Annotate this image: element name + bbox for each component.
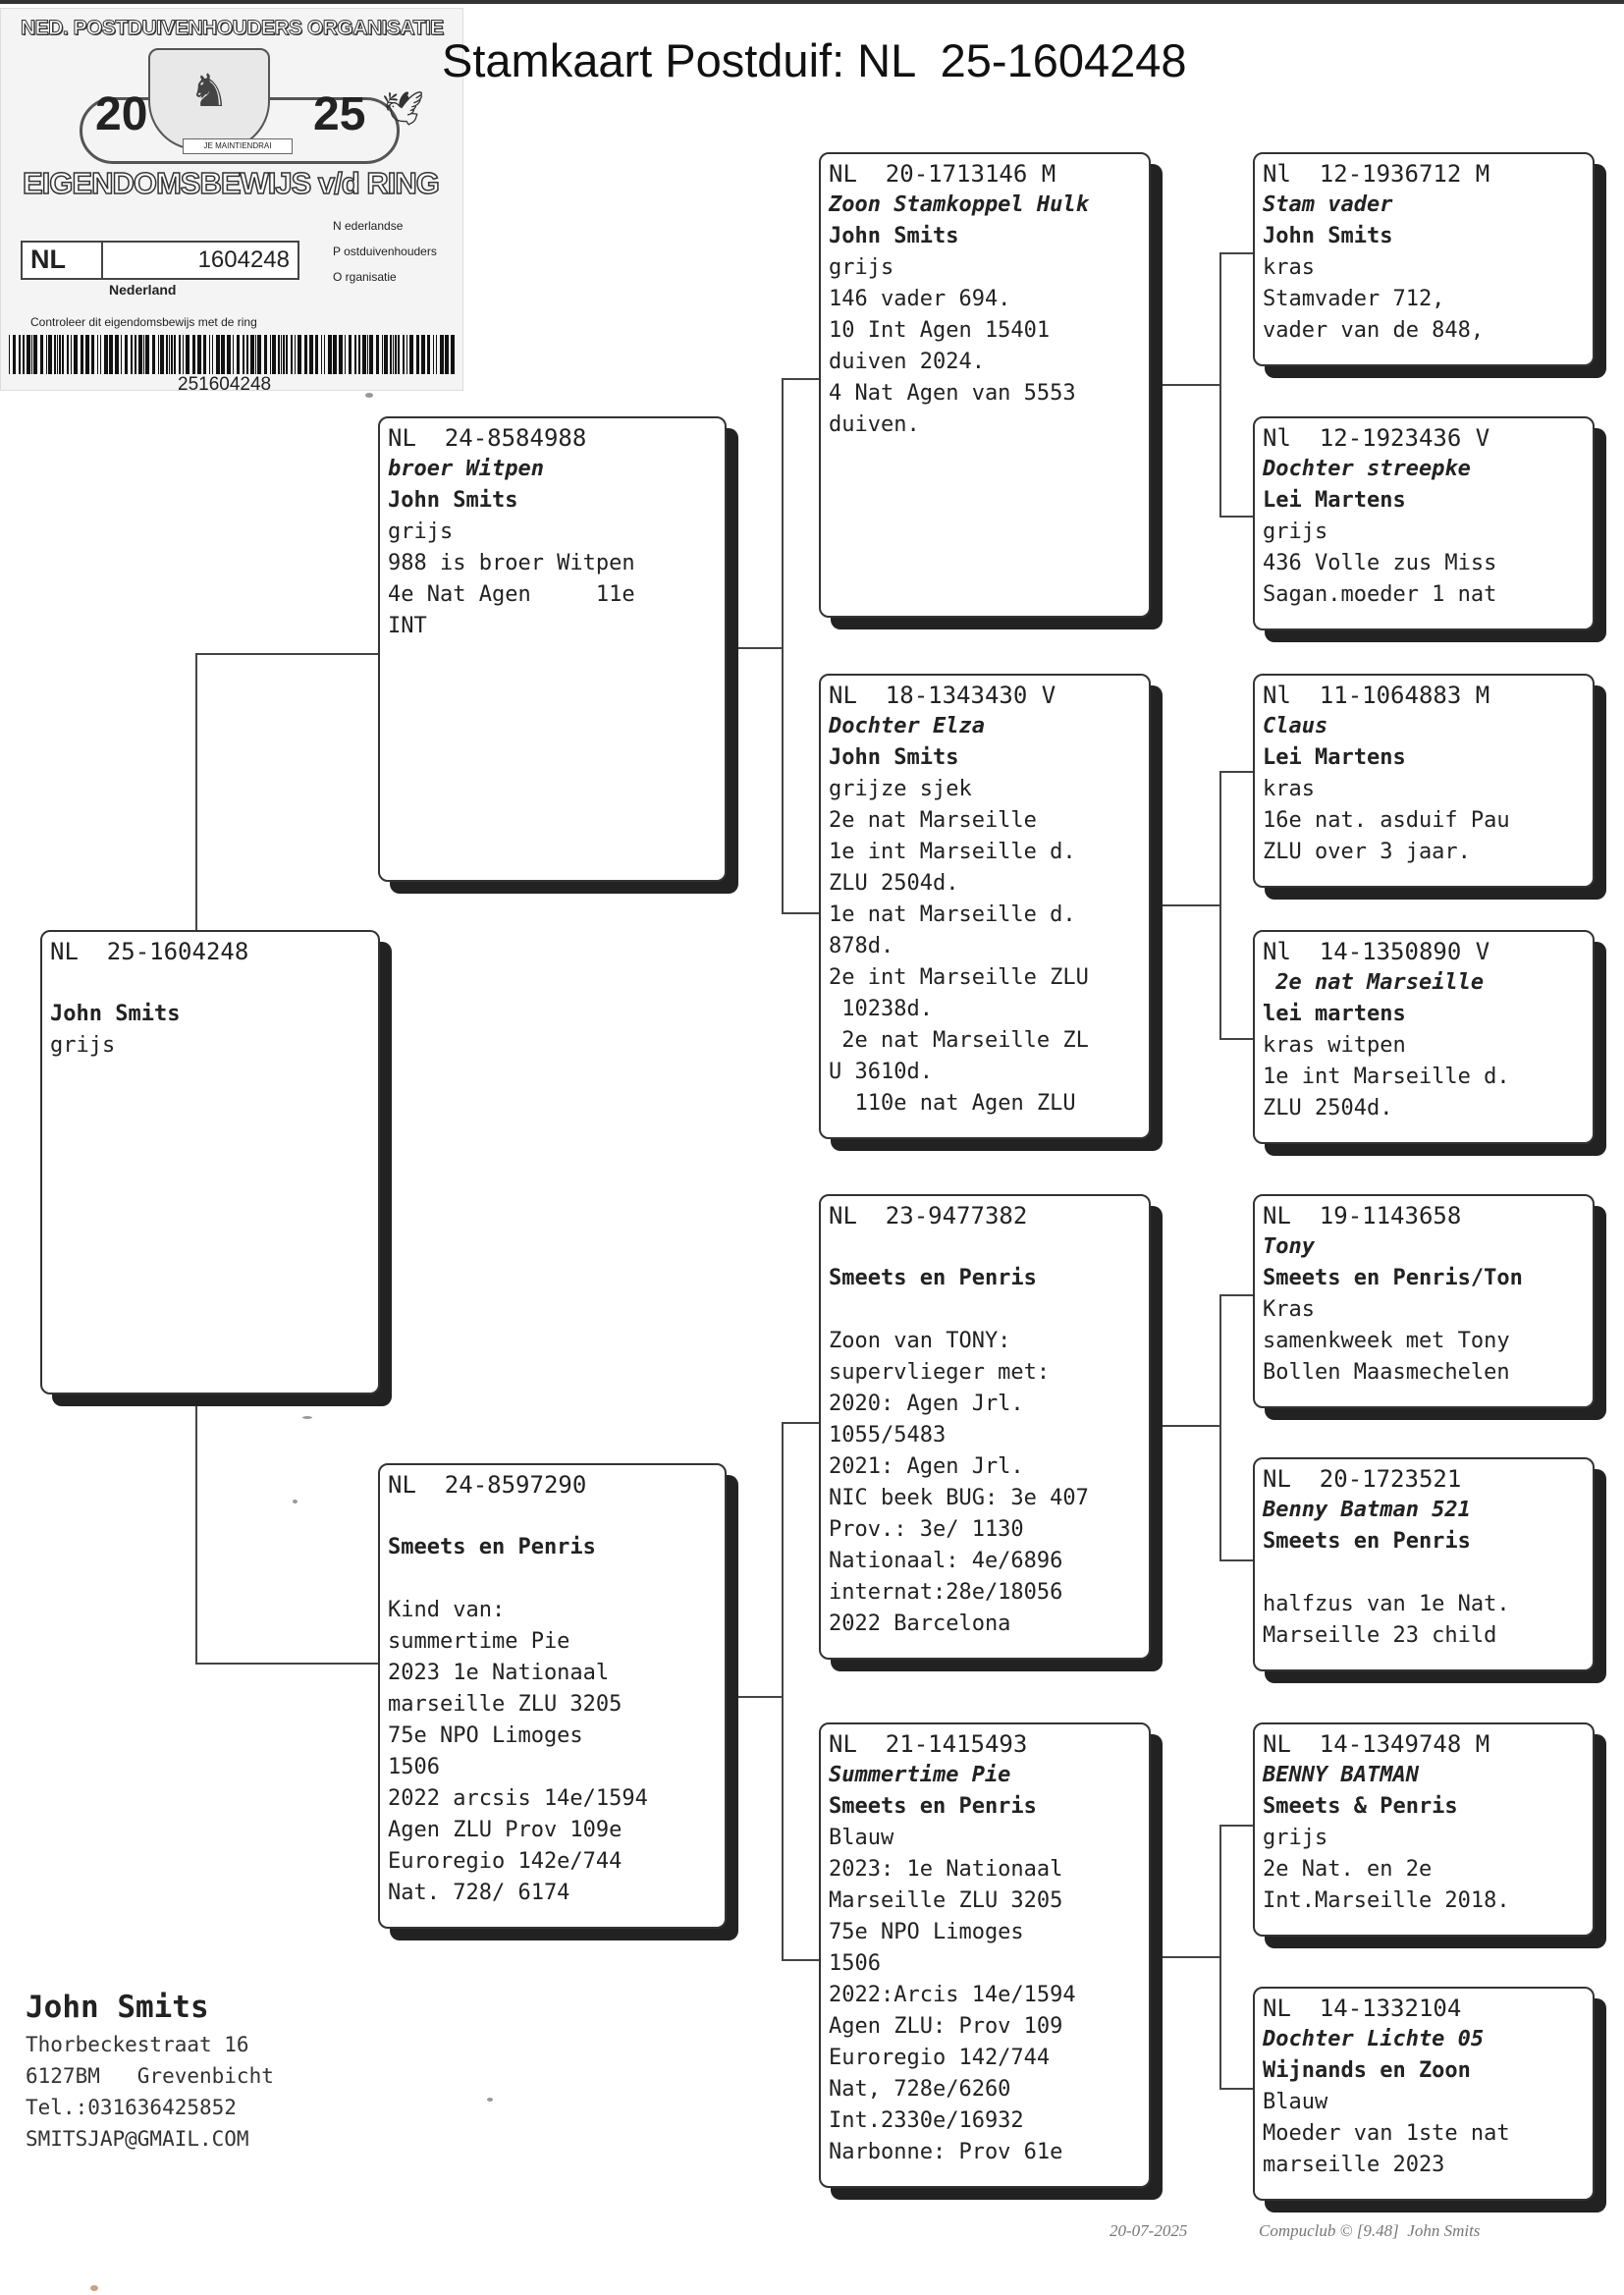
barcode-bar — [436, 335, 437, 374]
barcode-bar — [23, 335, 25, 374]
barcode-bar — [186, 335, 189, 374]
pigeon-info-line: 436 Volle zus Miss — [1263, 551, 1497, 575]
certificate-org: NED. POSTDUIVENHOUDERS ORGANISATIE — [21, 17, 444, 39]
barcode-bar — [174, 335, 176, 374]
certificate-heading: EIGENDOMSBEWIJS v/d RING — [23, 166, 439, 200]
pigeon-info-line: internat:28e/18056 — [829, 1580, 1063, 1605]
pigeon-info-line: 878d. — [829, 934, 894, 958]
owner-street: Thorbeckestraat 16 — [26, 2033, 249, 2056]
barcode-bar — [115, 335, 119, 374]
pigeon-info-line: Tony — [1263, 1234, 1315, 1259]
pigeon-ring-number: Nl 12-1936712 M — [1263, 160, 1490, 188]
barcode-bar — [109, 335, 113, 374]
owner-email: SMITSJAP@GMAIL.COM — [26, 2127, 249, 2151]
barcode-bar — [339, 335, 343, 374]
pigeon-ring-number: NL 20-1723521 — [1263, 1465, 1462, 1493]
pigeon-ring-number: NL 24-8584988 — [388, 424, 587, 452]
pigeon-ring-number: NL 21-1415493 — [829, 1730, 1028, 1758]
barcode-bar — [74, 335, 78, 374]
pigeon-info-line — [388, 1563, 717, 1595]
pigeon-info-line: Lei Martens — [1263, 488, 1406, 513]
pigeon-info-line: 110e nat Agen ZLU — [829, 1091, 1076, 1116]
pigeon-info-line: grijs — [1263, 1826, 1328, 1850]
barcode-bar — [324, 335, 325, 374]
barcode-bar — [57, 335, 58, 374]
barcode-bar — [67, 335, 69, 374]
card-fmm — [1253, 930, 1595, 1144]
pigeon-info-line: kras — [1263, 777, 1315, 801]
pigeon-info-line: 1055/5483 — [829, 1423, 947, 1448]
owner-name: John Smits — [26, 1990, 209, 2025]
barcode-bar — [315, 335, 318, 374]
barcode-bar — [85, 335, 89, 374]
pigeon-info-line: Dochter Elza — [829, 714, 985, 738]
pigeon-info-line: grijs — [50, 1033, 116, 1058]
pigeon-info-line: Smeets & Penris — [1263, 1794, 1458, 1819]
card-mfm — [1253, 1457, 1595, 1671]
pigeon-info-line: Lei Martens — [1263, 745, 1406, 770]
barcode-bar — [62, 335, 64, 374]
pigeon-info-line: Moeder van 1ste nat — [1263, 2121, 1510, 2146]
pigeon-info-line: 4 Nat Agen van 5553 — [829, 381, 1076, 406]
pigeon-info-line: 10238d. — [829, 997, 933, 1021]
pigeon-info-line: John Smits — [829, 224, 959, 248]
pigeon-info-line: Narbonne: Prov 61e — [829, 2140, 1063, 2164]
pigeon-info-line: grijs — [388, 519, 454, 544]
pigeon-info-line: 1e int Marseille d. — [829, 840, 1076, 864]
barcode-bar — [27, 335, 30, 374]
barcode-bar — [440, 335, 444, 374]
owner-city: 6127BM Grevenbicht — [26, 2064, 274, 2088]
barcode-bar — [243, 335, 244, 374]
pigeon-info-line: Euroregio 142/744 — [829, 2046, 1051, 2070]
barcode-bar — [203, 335, 206, 374]
barcode-bar — [71, 335, 72, 374]
barcode-bar — [398, 335, 400, 374]
pigeon-info-line: grijs — [829, 255, 894, 280]
pigeon-info-line: Zoon Stamkoppel Hulk — [829, 192, 1089, 217]
barcode-bar — [403, 335, 405, 374]
pigeon-info-line: Zoon van TONY: — [829, 1329, 1011, 1353]
pigeon-info-line: Kras — [1263, 1297, 1315, 1322]
barcode-bar — [216, 335, 220, 374]
pigeon-ring-number: NL 18-1343430 V — [829, 682, 1056, 709]
barcode-bar — [121, 335, 122, 374]
pigeon-info-line: 75e NPO Limoges — [388, 1723, 583, 1748]
barcode-bar — [31, 335, 32, 374]
pigeon-info-line: 2023 1e Nationaal — [388, 1661, 610, 1685]
pigeon-info-line: Smeets en Penris — [1263, 1529, 1471, 1554]
pigeon-info-line: ZLU 2504d. — [829, 871, 959, 896]
barcode-bar — [270, 335, 271, 374]
card-father — [378, 416, 727, 882]
barcode-bar — [48, 335, 52, 374]
barcode-bar — [19, 335, 21, 374]
pigeon-info-line: Bollen Maasmechelen — [1263, 1360, 1510, 1385]
pigeon-info-line: 146 vader 694. — [829, 287, 1011, 311]
barcode-bar — [304, 335, 307, 374]
pigeon-info-line: NIC beek BUG: 3e 407 — [829, 1486, 1089, 1510]
pigeon-info-line: BENNY BATMAN — [1263, 1763, 1419, 1787]
card-father-mother — [819, 674, 1151, 1139]
pigeon-info-line: Prov.: 3e/ 1130 — [829, 1517, 1024, 1542]
barcode-bar — [445, 335, 449, 374]
card-mff — [1253, 1194, 1595, 1408]
pigeon-info-line — [50, 967, 370, 999]
pigeon-info-line — [1263, 1557, 1585, 1589]
barcode-bar — [143, 335, 144, 374]
barcode-bar — [250, 335, 254, 374]
pigeon-info-line: samenkweek met Tony — [1263, 1329, 1510, 1353]
barcode-bar — [433, 335, 434, 374]
country-code: NL — [30, 245, 66, 274]
pigeon-info-line: duiven 2024. — [829, 350, 985, 374]
npo-line: N ederlandse — [333, 219, 404, 233]
card-mother — [378, 1463, 727, 1929]
pigeon-info-line: marseille 2023 — [1263, 2153, 1445, 2177]
barcode-bar — [295, 335, 296, 374]
pigeon-info-line: 4e Nat Agen 11e — [388, 582, 635, 607]
pigeon-info-line: Stam vader — [1263, 192, 1393, 217]
ring-number-box — [21, 241, 299, 280]
pigeon-info-line: grijze sjek — [829, 777, 972, 801]
page-title: Stamkaart Postduif: NL 25-1604248 — [442, 34, 1187, 86]
pigeon-info-line: Smeets en Penris — [829, 1266, 1037, 1290]
barcode-bar — [227, 335, 231, 374]
pigeon-info-line: lei martens — [1263, 1002, 1406, 1026]
pigeon-info-line: John Smits — [1263, 224, 1393, 248]
pigeon-info-line: Benny Batman 521 — [1263, 1498, 1471, 1522]
pigeon-info-line: kras — [1263, 255, 1315, 280]
barcode-bar — [81, 335, 83, 374]
pigeon-info-line: broer Witpen — [388, 457, 544, 481]
pigeon-info-line: 2021: Agen Jrl. — [829, 1454, 1024, 1479]
pigeon-info-line: Claus — [1263, 714, 1328, 738]
barcode-bar — [255, 335, 256, 374]
year-right: 25 — [313, 88, 366, 140]
pigeon-info-line: Smeets en Penris — [829, 1794, 1037, 1819]
barcode-bar — [13, 335, 16, 374]
barcode-bar — [291, 335, 293, 374]
pigeon-info-line: supervlieger met: — [829, 1360, 1051, 1385]
pigeon-ring-number: NL 14-1349748 M — [1263, 1730, 1490, 1758]
pigeon-info-line — [829, 1294, 1141, 1326]
pigeon-info-line: 1506 — [388, 1755, 440, 1779]
print-date: 20-07-2025 — [1110, 2221, 1188, 2240]
barcode-bar — [59, 335, 61, 374]
barcode-bar — [416, 335, 419, 374]
barcode-bar — [233, 335, 234, 374]
pigeon-info-line: duiven. — [829, 412, 920, 437]
pigeon-info-line: Smeets en Penris — [388, 1535, 596, 1559]
pigeon-info-line: ZLU 2504d. — [1263, 1096, 1393, 1120]
pigeon-info-line: U 3610d. — [829, 1060, 933, 1084]
barcode-bar — [91, 335, 94, 374]
pigeon-info-line: halfzus van 1e Nat. — [1263, 1592, 1510, 1616]
dove-icon: 🕊 — [382, 89, 425, 129]
pigeon-info-line: 16e nat. asduif Pau — [1263, 808, 1510, 833]
barcode-bar — [131, 335, 133, 374]
pigeon-info-line: 1e nat Marseille d. — [829, 902, 1076, 927]
barcode-bar — [451, 335, 455, 374]
card-ffm — [1253, 416, 1595, 630]
barcode-number: 251604248 — [178, 374, 272, 395]
barcode-bar — [278, 335, 280, 374]
barcode-bar — [33, 335, 37, 374]
pigeon-info-line: kras witpen — [1263, 1033, 1406, 1058]
barcode-bar — [46, 335, 47, 374]
ownership-certificate — [0, 8, 463, 395]
pigeon-info-line: Wijnands en Zoon — [1263, 2058, 1471, 2083]
lion-shield-icon: ♞ — [148, 48, 270, 150]
pigeon-info-line: grijs — [1263, 519, 1328, 544]
pigeon-info-line: Dochter Lichte 05 — [1263, 2027, 1485, 2051]
barcode-bar — [286, 335, 288, 374]
certificate-country: Nederland — [109, 282, 177, 298]
barcode-bar — [237, 335, 240, 374]
card-mmf — [1253, 1722, 1595, 1937]
pigeon-info-line: 2e nat Marseille — [1263, 970, 1485, 995]
ring-number: 1604248 — [197, 246, 290, 273]
pigeon-info-line: 2e nat Marseille ZL — [829, 1028, 1089, 1053]
pigeon-info-line: Int.Marseille 2018. — [1263, 1888, 1510, 1913]
card-subject — [40, 930, 380, 1394]
pigeon-info-line: 75e NPO Limoges — [829, 1920, 1024, 1944]
barcode-bar — [390, 335, 392, 374]
pigeon-info-line: Smeets en Penris/Ton — [1263, 1266, 1523, 1290]
barcode-bar — [409, 335, 413, 374]
barcode-bar — [104, 335, 108, 374]
pigeon-info-line: 1e int Marseille d. — [1263, 1065, 1510, 1089]
barcode-bar — [321, 335, 322, 374]
barcode-bar — [257, 335, 261, 374]
barcode-bar — [54, 335, 56, 374]
pigeon-info-line: 2022 arcsis 14e/1594 — [388, 1786, 648, 1811]
pigeon-info-line: Summertime Pie — [829, 1763, 1011, 1787]
barcode-bar — [384, 335, 388, 374]
pigeon-info-line: Nat, 728e/6260 — [829, 2077, 1011, 2102]
barcode-bar — [166, 335, 168, 374]
pigeon-info-line: Marseille ZLU 3205 — [829, 1888, 1063, 1913]
barcode-bar — [246, 335, 248, 374]
pigeon-info-line: Blauw — [829, 1826, 894, 1850]
barcode-bar — [367, 335, 368, 374]
npo-line: P ostduivenhouders — [333, 245, 437, 258]
barcode-bar — [393, 335, 394, 374]
barcode-bar — [406, 335, 407, 374]
barcode-bar — [349, 335, 352, 374]
pigeon-info-line: INT — [388, 614, 427, 638]
barcode-bar — [427, 335, 430, 374]
barcode-bar — [145, 335, 149, 374]
pigeon-info-line: 2e int Marseille ZLU — [829, 965, 1089, 990]
pigeon-ring-number: Nl 12-1923436 V — [1263, 424, 1490, 452]
pigeon-info-line: 10 Int Agen 15401 — [829, 318, 1051, 343]
barcode-bar — [125, 335, 128, 374]
barcode-bar — [183, 335, 184, 374]
pigeon-info-line: 2023: 1e Nationaal — [829, 1857, 1063, 1882]
barcode-bar — [309, 335, 313, 374]
barcode-bar — [395, 335, 397, 374]
barcode-bar — [152, 335, 155, 374]
pigeon-info-line — [388, 1501, 717, 1532]
pigeon-info-line: 2022:Arcis 14e/1594 — [829, 1983, 1076, 2007]
pigeon-info-line: marseille ZLU 3205 — [388, 1692, 623, 1717]
pigeon-info-line: Int.2330e/16932 — [829, 2108, 1024, 2133]
pigeon-info-line: John Smits — [388, 488, 518, 513]
year-left: 20 — [95, 88, 148, 140]
pigeon-info-line: 2020: Agen Jrl. — [829, 1392, 1024, 1416]
pigeon-info-line: Agen ZLU Prov 109e — [388, 1818, 623, 1842]
card-mmm — [1253, 1987, 1595, 2201]
pigeon-info-line: Euroregio 142e/744 — [388, 1849, 623, 1874]
npo-legend — [333, 213, 437, 290]
pigeon-ring-number: NL 24-8597290 — [388, 1471, 587, 1499]
pigeon-info-line: Marseille 23 child — [1263, 1623, 1497, 1648]
barcode-bar — [369, 335, 373, 374]
barcode-bar — [192, 335, 195, 374]
barcode-bar — [281, 335, 282, 374]
owner-phone: Tel.:031636425852 — [26, 2096, 237, 2119]
pigeon-info-line: John Smits — [50, 1002, 181, 1026]
pigeon-info-line: Kind van: — [388, 1598, 506, 1622]
pigeon-ring-number: NL 23-9477382 — [829, 1202, 1028, 1229]
pigeon-info-line: Agen ZLU: Prov 109 — [829, 2014, 1063, 2039]
card-father-father — [819, 152, 1151, 618]
barcode-bar — [333, 335, 337, 374]
barcode-bar — [171, 335, 173, 374]
certificate-motto: JE MAINTIENDRAI — [183, 138, 293, 154]
pigeon-info-line: 2022 Barcelona — [829, 1612, 1011, 1636]
barcode-bar — [298, 335, 301, 374]
barcode-bar — [283, 335, 285, 374]
pigeon-info-line: John Smits — [829, 745, 959, 770]
card-fff — [1253, 152, 1595, 366]
pigeon-info-line: 2e nat Marseille — [829, 808, 1037, 833]
pigeon-ring-number: NL 25-1604248 — [50, 938, 249, 965]
pigeon-info-line: summertime Pie — [388, 1629, 570, 1654]
pigeon-ring-number: Nl 14-1350890 V — [1263, 938, 1490, 965]
pigeon-ring-number: NL 14-1332104 — [1263, 1994, 1462, 2022]
barcode-bar — [40, 335, 43, 374]
pigeon-info-line: 1506 — [829, 1951, 881, 1976]
barcode-bar — [212, 335, 213, 374]
pigeon-info-line: Stamvader 712, — [1263, 287, 1445, 311]
barcode-bar — [179, 335, 181, 374]
pigeon-info-line — [829, 1231, 1141, 1263]
barcode — [9, 335, 456, 374]
pigeon-ring-number: NL 19-1143658 — [1263, 1202, 1462, 1229]
barcode-bar — [197, 335, 201, 374]
barcode-bar — [100, 335, 101, 374]
npo-line: O rganisatie — [333, 270, 397, 284]
owner-block — [26, 1986, 274, 2155]
barcode-bar — [138, 335, 142, 374]
barcode-bar — [328, 335, 332, 374]
barcode-bar — [97, 335, 98, 374]
barcode-bar — [135, 335, 136, 374]
control-text: Controleer dit eigendomsbewijs met de ring — [30, 315, 257, 329]
barcode-bar — [272, 335, 276, 374]
barcode-bar — [362, 335, 366, 374]
pigeon-info-line: 988 is broer Witpen — [388, 551, 635, 575]
pigeon-info-line: Nat. 728/ 6174 — [388, 1881, 570, 1905]
software-credit: Compuclub © [9.48] John Smits — [1259, 2221, 1481, 2240]
barcode-bar — [382, 335, 383, 374]
card-mother-mother — [819, 1722, 1151, 2188]
pigeon-info-line: ZLU over 3 jaar. — [1263, 840, 1471, 864]
pigeon-info-line: Sagan.moeder 1 nat — [1263, 582, 1497, 607]
barcode-bar — [345, 335, 346, 374]
barcode-bar — [376, 335, 379, 374]
barcode-bar — [358, 335, 360, 374]
pigeon-info-line: vader van de 848, — [1263, 318, 1485, 343]
barcode-bar — [160, 335, 164, 374]
barcode-bar — [264, 335, 267, 374]
top-border — [0, 0, 1624, 4]
barcode-bar — [221, 335, 225, 374]
pigeon-info-line: Blauw — [1263, 2090, 1328, 2114]
barcode-bar — [354, 335, 356, 374]
barcode-bar — [169, 335, 170, 374]
pigeon-info-line: Nationaal: 4e/6896 — [829, 1549, 1063, 1573]
pigeon-info-line: Dochter streepke — [1263, 457, 1471, 481]
barcode-bar — [421, 335, 425, 374]
barcode-bar — [9, 335, 10, 374]
card-mother-father — [819, 1194, 1151, 1660]
barcode-bar — [209, 335, 210, 374]
pigeon-ring-number: Nl 11-1064883 M — [1263, 682, 1490, 709]
pigeon-ring-number: NL 20-1713146 M — [829, 160, 1056, 188]
barcode-bar — [158, 335, 159, 374]
card-fmf — [1253, 674, 1595, 888]
pigeon-info-line: 2e Nat. en 2e — [1263, 1857, 1433, 1882]
